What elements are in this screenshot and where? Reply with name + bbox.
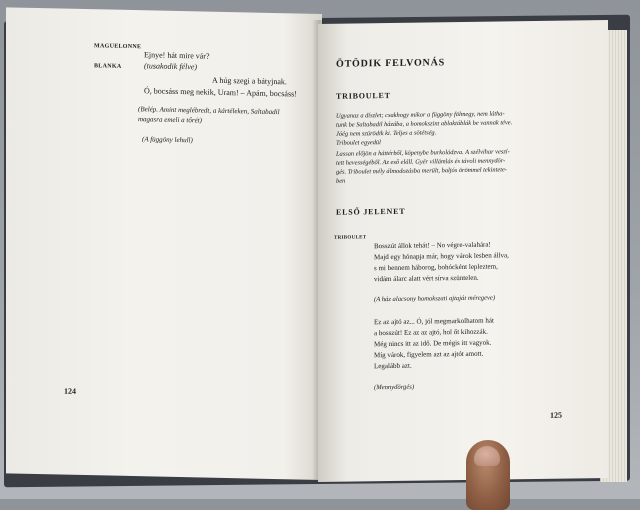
dialogue-line: Ó, bocsáss meg nekik, Uram! – Apám, bocsáss! bbox=[144, 86, 297, 99]
stage-direction: (A ház alacsony homokszati ajtaját méregeve) bbox=[374, 294, 496, 304]
stage-direction: gés. Triboulet mély álmodozásba merült, baljós örömmel tekintete- bbox=[336, 166, 507, 176]
stage-direction: (Belép. Amint meglébredt, a kártéleken, Saltabadil bbox=[138, 105, 280, 117]
stage-direction: (tusakodik félve) bbox=[144, 61, 198, 72]
stage-direction: Jóég nem szürödik ki. Teljes a sötétség. bbox=[336, 129, 437, 138]
verse-line: Majd egy hónapja már, hogy várok lesben állva, bbox=[374, 251, 509, 262]
verse-line: a bosszút! Ez az az ajtó, hol őt kihozzák. bbox=[374, 327, 488, 338]
stage-direction: tett hevességéből. Az eső eláll. Gyér villámlás és távoli mennydör- bbox=[336, 157, 506, 167]
character-heading: TRIBOULET bbox=[336, 90, 391, 101]
stage-direction: magasra emeli a tőrét) bbox=[138, 115, 202, 125]
dialogue-line: Ejnye! hát mire vár? bbox=[144, 50, 210, 61]
verse-line: Még nincs itt az idő. De mégis itt vagyok. bbox=[374, 338, 492, 349]
right-page bbox=[318, 20, 608, 482]
verse-line: s mi bennem háborog, bohócként lepleztem, bbox=[374, 262, 498, 273]
thumbnail-nail bbox=[474, 446, 500, 466]
stage-direction: Ugyanaz a díszlet; csakhogy mikor a függöny fölmegy, nem látha- bbox=[336, 110, 505, 120]
stage-direction: tunk be Saltabadil házába, a homokszint ablaktáblák be vannak téve. bbox=[336, 119, 513, 129]
stage-direction: (Mennydörgés) bbox=[374, 383, 415, 392]
stage-direction: Lassan előjön a háttérből, köpenybe burkolódzva. A szélvihar veszí- bbox=[336, 148, 510, 158]
verse-line: Bosszút állok tehát! – No végre-valahára! bbox=[374, 240, 491, 251]
verse-line: Míg várok, figyelem azt az ajtót amott. bbox=[374, 349, 484, 360]
stage-direction: (A függöny lehull) bbox=[142, 135, 193, 145]
dialogue-line: A húg szegi a bátyjnak. bbox=[212, 75, 287, 87]
left-page bbox=[6, 7, 322, 480]
act-title: ÖTÖDIK FELVONÁS bbox=[336, 57, 445, 70]
verse-line: Legalább azt. bbox=[374, 361, 412, 371]
speaker-label: TRIBOULET bbox=[334, 235, 367, 241]
stage-direction: ben bbox=[336, 177, 346, 185]
speaker-label: BLANKA bbox=[94, 63, 122, 70]
stage-direction: Triboulet egyedül bbox=[336, 139, 381, 147]
page-number: 124 bbox=[64, 386, 76, 396]
verse-line: vidám álarc alatt vért sírva szüntelen. bbox=[374, 273, 479, 284]
scene-title: ELSŐ JELENET bbox=[336, 206, 406, 217]
page-number: 125 bbox=[550, 410, 562, 420]
speaker-label: MAGUELONNE bbox=[94, 43, 142, 51]
verse-line: Ez az ajtó az... Ó, jól megmarkolhatom hát bbox=[374, 316, 494, 327]
